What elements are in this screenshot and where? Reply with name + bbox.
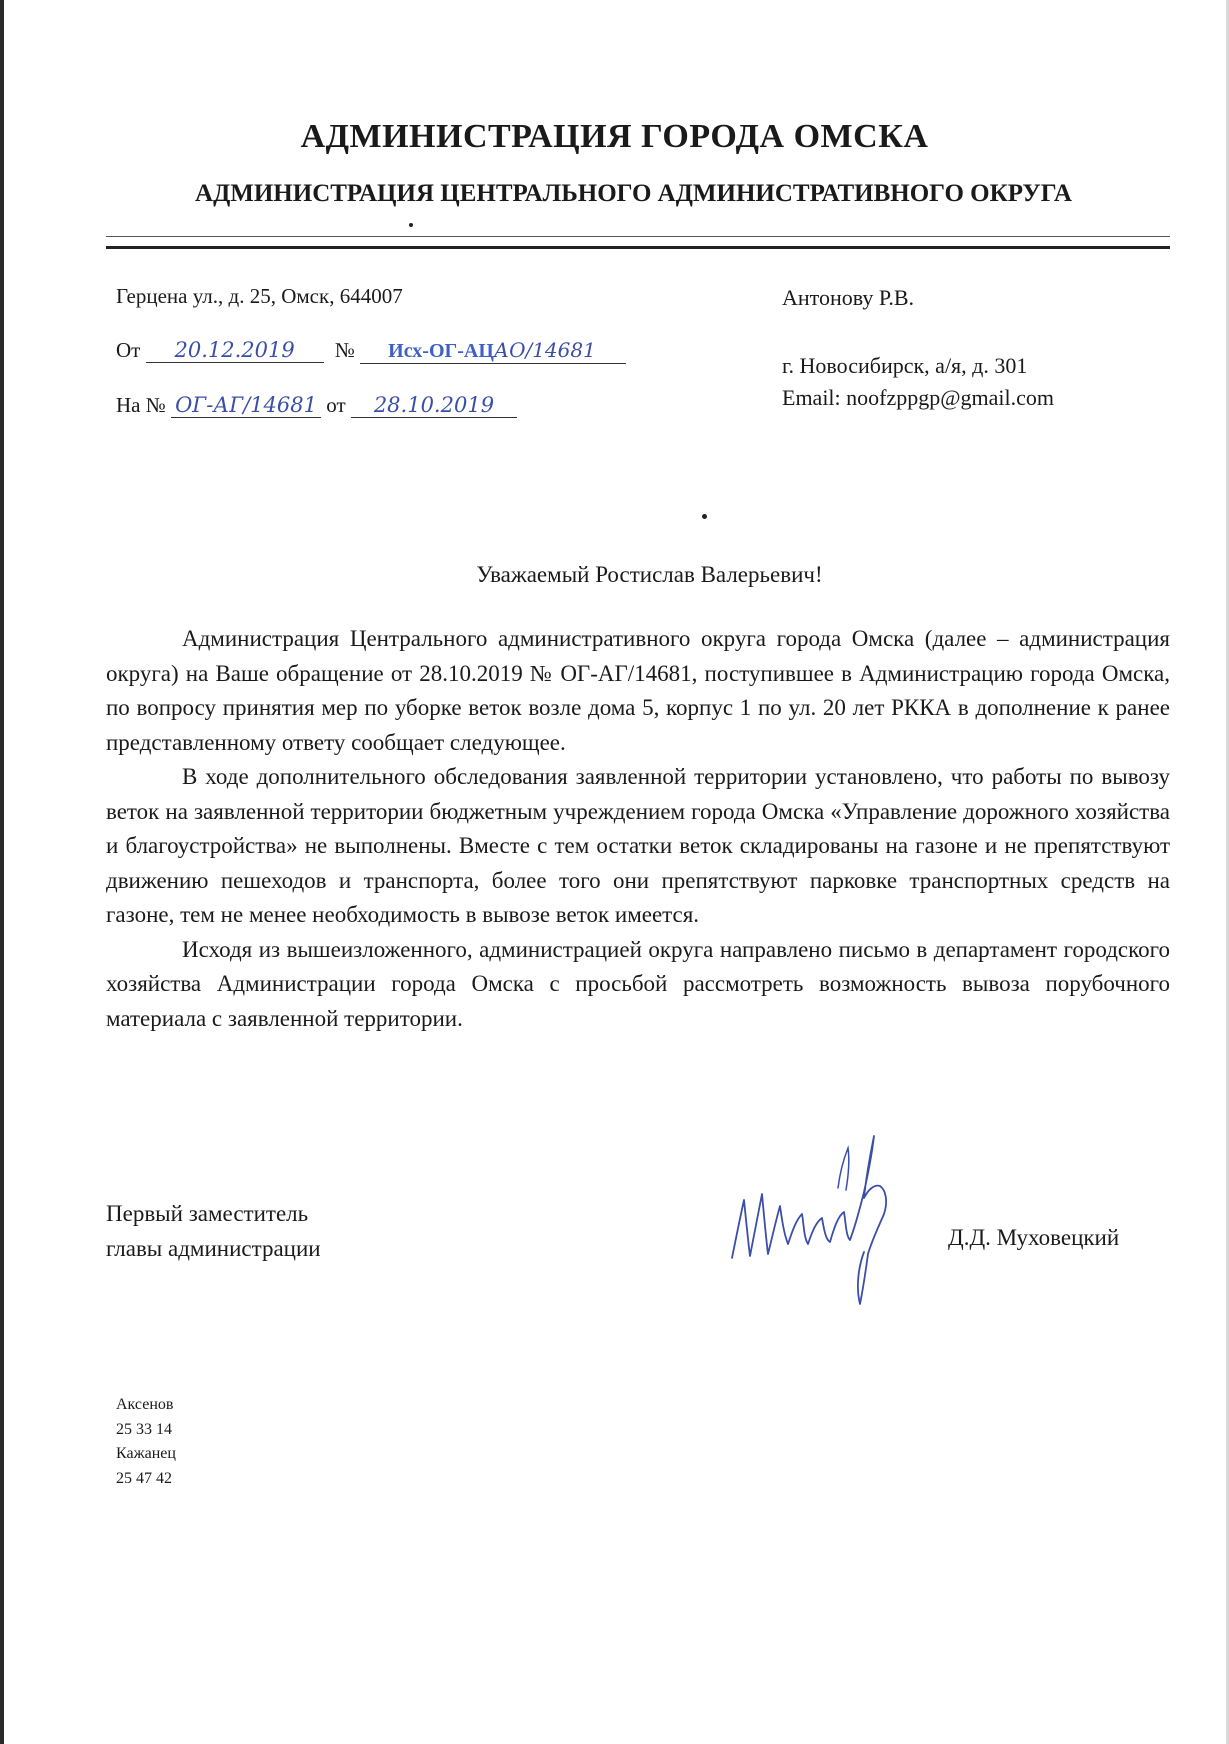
contact-line: Аксенов xyxy=(116,1396,174,1413)
scan-left-edge xyxy=(0,0,4,1744)
body-paragraph: Администрация Центрального административного округа города Омска (далее – администрация округа) на Ваше обращение от 28.10.2019 № ОГ-АГ/14681, поступившее в Администрацию города Омска, по вопросу принятия мер по уборке веток возле дома 5, корпус 1 по ул. 20 лет РККА в дополнение к ранее представленному ответу сообщает следующее. xyxy=(106,626,1170,755)
scan-speck xyxy=(409,223,413,227)
executor-contacts xyxy=(116,1393,176,1491)
outgoing-number xyxy=(360,338,626,364)
header-divider-thick xyxy=(106,246,1170,249)
reply-reference xyxy=(116,393,517,418)
scan-speck xyxy=(702,514,707,519)
org-title: АДМИНИСТРАЦИЯ ГОРОДА ОМСКА xyxy=(300,118,929,155)
letter-body xyxy=(106,622,1170,1036)
outgoing-number-handwritten: АО/14681 xyxy=(493,338,596,362)
sender-address: Герцена ул., д. 25, Омск, 644007 xyxy=(116,284,403,308)
body-paragraph: Исходя из вышеизложенного, администрацией округа направлено письмо в департамент городского хозяйства Администрации города Омска с просьбой рассмотреть возможность вывоза порубочного материала с заявленной территории. xyxy=(106,936,1170,1031)
salutation: Уважаемый Ростислав Валерьевич! xyxy=(476,562,823,587)
recipient-address: г. Новосибирск, а/я, д. 301 xyxy=(782,353,1028,378)
reply-to-label: На № xyxy=(116,393,166,417)
reply-date-label: от xyxy=(326,393,346,417)
signature-icon xyxy=(718,1128,914,1312)
recipient-email: Email: noofzppgp@gmail.com xyxy=(782,385,1054,410)
signatory-title-line: Первый заместитель xyxy=(106,1201,309,1226)
from-label: От xyxy=(116,338,141,362)
reply-to-number: ОГ-АГ/14681 xyxy=(171,393,321,418)
header-divider-thin xyxy=(106,236,1170,237)
signatory-title xyxy=(106,1196,321,1266)
recipient-name: Антонову Р.В. xyxy=(782,285,915,310)
from-date: 20.12.2019 xyxy=(146,338,324,363)
number-label: № xyxy=(334,338,355,362)
contact-line: Кажанец xyxy=(116,1445,176,1462)
outgoing-number-stamp: Исх-ОГ-АЦ xyxy=(388,340,494,362)
org-subtitle: АДМИНИСТРАЦИЯ ЦЕНТРАЛЬНОГО АДМИНИСТРАТИВНОГО ОКРУГА xyxy=(195,180,1072,207)
signatory-name: Д.Д. Муховецкий xyxy=(948,1225,1120,1250)
body-paragraph: В ходе дополнительного обследования заявленной территории установлено, что работы по вывозу веток на заявленной территории бюджетным учреждением города Омска «Управление дорожного хозяйства и благоустройства» не выполнены. Вместе с тем остатки веток складированы на газоне и не препятствуют движению пешеходов и транспорта, более того они препятствуют парковке транспортных средств на газоне, тем не менее необходимость в вывозе веток имеется. xyxy=(106,764,1170,927)
signatory-title-line: главы администрации xyxy=(106,1236,321,1261)
outgoing-registration xyxy=(116,338,626,364)
contact-line: 25 33 14 xyxy=(116,1420,172,1438)
contact-line: 25 47 42 xyxy=(116,1469,172,1487)
reply-date: 28.10.2019 xyxy=(351,393,517,418)
